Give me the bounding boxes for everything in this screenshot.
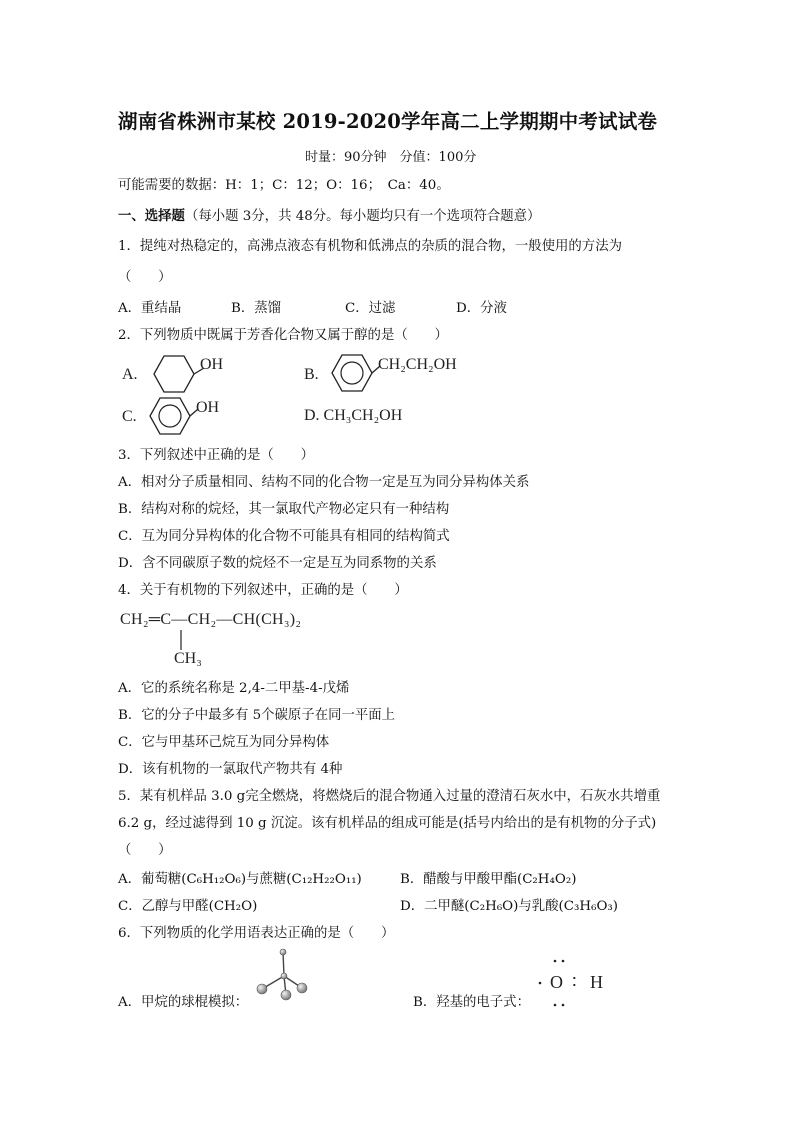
section-label: 一、选择题 <box>118 208 185 224</box>
q3-stem: 3．下列叙述中正确的是（ ） <box>118 448 314 463</box>
q5-paren: （ ） <box>118 843 172 858</box>
q5-line-2: 6.2 g，经过滤得到 10 g 沉淀。该有机样品的组成可能是(括号内给出的是有机物的分子式) <box>118 816 657 831</box>
q4-option-a: A．它的系统名称是 2,4-二甲基-4-戊烯 <box>118 681 350 696</box>
q2-option-d: D. CH₃CH₂OH <box>304 407 403 424</box>
q5-option-b: B．醋酸与甲酸甲酯(C₂H₄O₂) <box>400 872 577 887</box>
q6-electron-o: O <box>550 972 563 992</box>
methane-ball-stick-icon <box>252 946 312 1002</box>
q2-option-a-group: OH <box>200 356 224 373</box>
q3-option-b: B．结构对称的烷烃，其一氯取代产物必定只有一种结构 <box>118 502 450 517</box>
q2-option-b-group: CH₂CH₂OH <box>378 356 457 373</box>
phenol-ring-icon <box>144 394 200 440</box>
q6-electron-sep: ∶ <box>572 972 577 992</box>
branch-bond-icon <box>176 630 186 650</box>
q6-option-a: A．甲烷的球棍模拟： <box>118 995 249 1010</box>
data-line: 可能需要的数据：H：1；C：12；O：16； Ca：40。 <box>118 178 450 193</box>
q2-option-a-label: A. <box>122 366 138 383</box>
q1-paren: （ ） <box>118 270 172 285</box>
cyclohexane-ring-icon <box>148 352 208 398</box>
q4-option-c: C．它与甲基环己烷互为同分异构体 <box>118 735 330 750</box>
q5-option-c: C．乙醇与甲醛(CH₂O) <box>118 899 258 914</box>
q3-option-a: A．相对分子质量相同、结构不同的化合物一定是互为同分异构体关系 <box>118 475 530 490</box>
q1-option-d: D．分液 <box>456 301 507 316</box>
q1-stem: 1．提纯对热稳定的，高沸点液态有机物和低沸点的杂质的混合物，一般使用的方法为 <box>118 239 622 254</box>
q2-option-b-label: B. <box>304 366 319 383</box>
q2-option-c-group: OH <box>196 399 220 416</box>
q4-option-b: B．它的分子中最多有 5个碳原子在同一平面上 <box>118 708 396 723</box>
q6-option-b: B．羟基的电子式： <box>413 995 530 1010</box>
q1-option-c: C．过滤 <box>345 301 396 316</box>
q5-line-1: 5．某有机样品 3.0 g完全燃烧，将燃烧后的混合物通入过量的澄清石灰水中，石灰水共增重 <box>118 789 661 804</box>
q3-option-d: D．含不同碳原子数的烷烃不一定是互为同系物的关系 <box>118 556 437 571</box>
q1-option-a: A．重结晶 <box>118 301 182 316</box>
q3-option-c: C．互为同分异构体的化合物不可能具有相同的结构简式 <box>118 529 450 544</box>
q4-stem: 4．关于有机物的下列叙述中，正确的是（ ） <box>118 583 408 598</box>
q4-structure-branch: CH₃ <box>174 650 202 667</box>
q6-electron-h: H <box>590 972 603 992</box>
section-note: （每小题 3分，共 48分。每小题均只有一个选项符合题意） <box>184 209 541 224</box>
q1-option-b: B．蒸馏 <box>231 301 282 316</box>
electron-dots-icon <box>536 955 596 1011</box>
exam-meta: 时量：90分钟 分值：100分 <box>305 150 477 165</box>
benzene-ring-icon <box>326 351 382 397</box>
q4-structure-main: CH₂═C—CH₂—CH(CH₃)₂ <box>120 611 302 628</box>
q2-stem: 2．下列物质中既属于芳香化合物又属于醇的是（ ） <box>118 328 448 343</box>
q6-stem: 6．下列物质的化学用语表达正确的是（ ） <box>118 926 395 941</box>
q5-option-d: D．二甲醚(C₂H₆O)与乳酸(C₃H₆O₃) <box>400 899 619 914</box>
page-title: 湖南省株洲市某校 2019-2020学年高二上学期期中考试试卷 <box>118 110 658 133</box>
section-heading <box>118 206 540 227</box>
q2-option-c-label: C. <box>122 408 137 425</box>
q4-option-d: D．该有机物的一氯取代产物共有 4种 <box>118 762 343 777</box>
q5-option-a: A．葡萄糖(C₆H₁₂O₆)与蔗糖(C₁₂H₂₂O₁₁) <box>118 872 362 887</box>
